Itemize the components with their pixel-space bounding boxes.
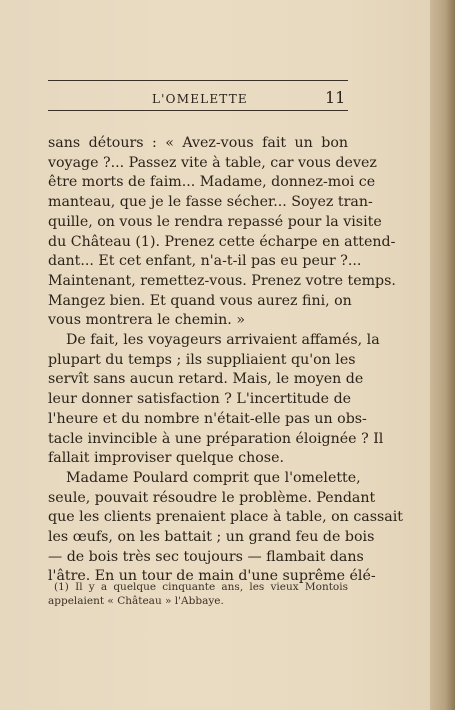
text-line: voyage ?... Passez vite à table, car vous devez <box>48 154 377 171</box>
text-line: Mangez bien. Et quand vous aurez fini, on <box>48 292 352 309</box>
text-line: vous montrera le chemin. » <box>48 312 245 329</box>
text-line: l'âtre. En un tour de main d'une suprême élé- <box>48 568 376 585</box>
text-line: Madame Poulard comprit que l'omelette, <box>66 469 361 486</box>
header-rule-top <box>48 80 348 81</box>
running-title: L'OMELETTE <box>152 92 248 106</box>
text-line: Maintenant, remettez-vous. Prenez votre temps. <box>48 272 396 289</box>
footnote-line: (1) Il y a quelque cinquante ans, les vieux Montois <box>54 581 348 593</box>
text-line: tacle invincible à une préparation éloignée ? Il <box>48 430 384 447</box>
text-line: être morts de faim... Madame, donnez-moi ce <box>48 174 376 191</box>
paragraph-3 <box>48 469 403 587</box>
text-line: sans détours : « Avez-vous fait un bon <box>48 135 348 151</box>
footnote-line: appelaient « Château » l'Abbaye. <box>48 595 224 607</box>
text-line: De fait, les voyageurs arrivaient affamés, la <box>66 332 380 349</box>
text-line: les œufs, on les battait ; un grand feu de bois <box>48 529 375 546</box>
text-line: quille, on vous le rendra repassé pour la visite <box>48 213 382 230</box>
paragraph-1 <box>48 134 396 331</box>
text-line: manteau, que je le fasse sécher... Soyez tran- <box>48 194 373 211</box>
paragraph-2 <box>48 331 384 469</box>
text-line: l'heure et du nombre n'était-elle pas un obs- <box>48 410 367 427</box>
text-line: que les clients prenaient place à table, on cassait <box>48 509 403 526</box>
body-text <box>48 134 403 587</box>
text-line: dant... Et cet enfant, n'a-t-il pas eu peur ?... <box>48 253 362 270</box>
text-line: servît sans aucun retard. Mais, le moyen de <box>48 371 364 388</box>
text-line: fallait improviser quelque chose. <box>48 450 284 467</box>
text-line: du Château (1). Prenez cette écharpe en attend- <box>48 233 396 250</box>
footnote <box>48 580 348 608</box>
page-gutter <box>430 0 455 710</box>
text-line: — de bois très sec toujours — flambait dans <box>48 548 364 565</box>
text-line: plupart du temps ; ils suppliaient qu'on les <box>48 351 356 368</box>
text-line: leur donner satisfaction ? L'incertitude de <box>48 391 352 408</box>
text-line: seule, pouvait résoudre le problème. Pendant <box>48 489 376 506</box>
header-rule-bottom <box>48 110 348 111</box>
page-number: 11 <box>325 88 346 107</box>
